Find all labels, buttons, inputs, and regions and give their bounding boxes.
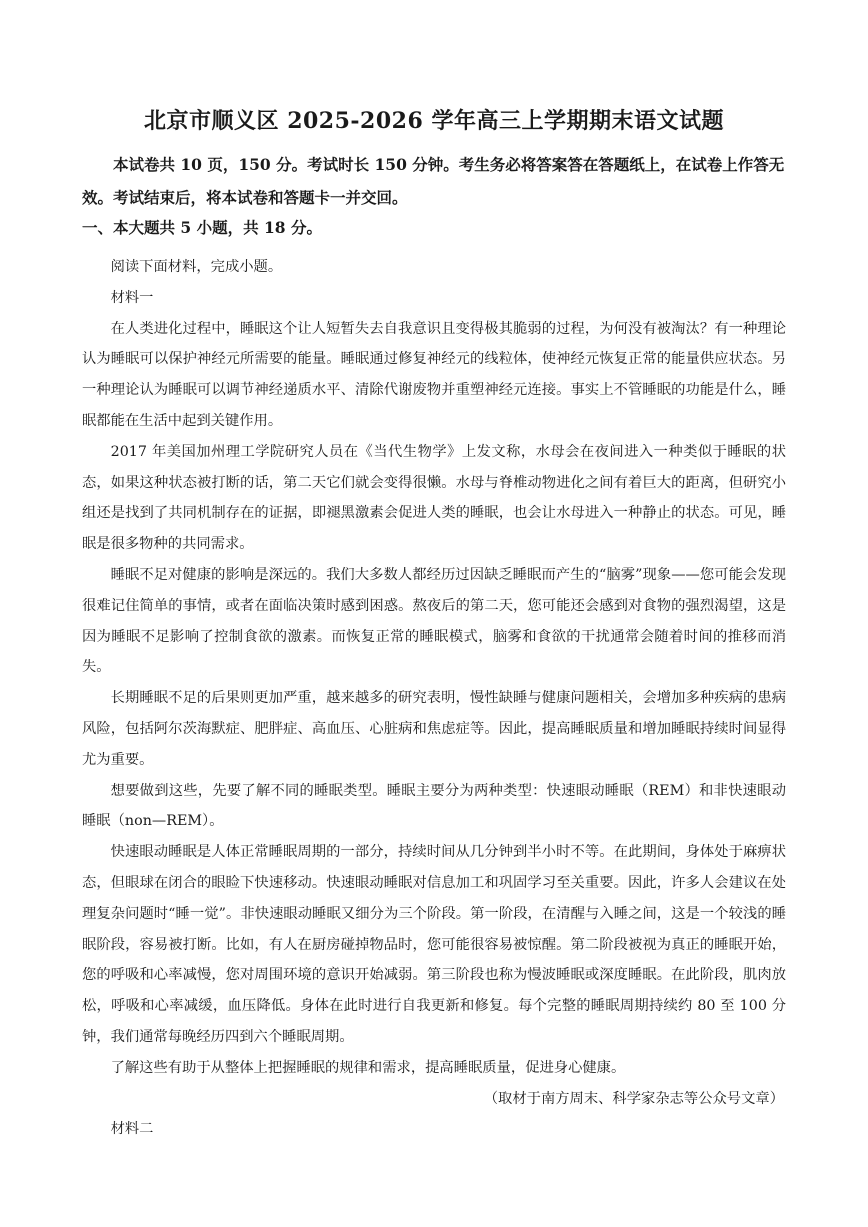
paragraph: 长期睡眠不足的后果则更加严重，越来越多的研究表明，慢性缺睡与健康问题相关，会增加多种疾病的患病风险，包括阿尔茨海默症、肥胖症、高血压、心脏病和焦虑症等。因此，提高睡眠质量和增加睡眠持续时间显得尤为重要。 (82, 690, 786, 768)
exam-instructions: 本试卷共 10 页，150 分。考试时长 150 分钟。考生务必将答案答在答题纸上，在试卷上作答无效。考试结束后，将本试卷和答题卡一并交回。 (82, 155, 785, 207)
material-two-label: 材料二 (110, 1121, 154, 1138)
material-one-label: 材料一 (110, 289, 154, 306)
section-heading: 一、本大题共 5 小题，共 18 分。 (82, 218, 322, 237)
paragraph: 睡眠不足对健康的影响是深远的。我们大多数人都经历过因缺乏睡眠而产生的“脑雾”现象——您可能会发现很难记住简单的事情，或者在面临决策时感到困惑。熬夜后的第二天，您可能还会感到对食物的强烈渴望，这是因为睡眠不足影响了控制食欲的激素。而恢复正常的睡眠模式，脑雾和食欲的干扰通常会随着时间的推移而消失。 (82, 566, 786, 676)
reading-material (82, 252, 786, 1145)
source-citation: （取材于南方周末、科学家杂志等公众号文章） (483, 1090, 784, 1107)
paragraph: 想要做到这些，先要了解不同的睡眠类型。睡眠主要分为两种类型：快速眼动睡眠（REM）和非快速眼动睡眠（non—REM）。 (82, 782, 786, 830)
reading-instruction: 阅读下面材料，完成小题。 (110, 259, 283, 275)
paragraph: 在人类进化过程中，睡眠这个让人短暂失去自我意识且变得极其脆弱的过程，为何没有被淘汰？有一种理论认为睡眠可以保护神经元所需要的能量。睡眠通过修复神经元的线粒体，使神经元恢复正常的能量供应状态。另一种理论认为睡眠可以调节神经递质水平、清除代谢废物并重塑神经元连接。事实上不管睡眠的功能是什么，睡眠都能在生活中起到关键作用。 (82, 320, 786, 429)
exam-title: 北京市顺义区 2025-2026 学年高三上学期期末语文试题 (144, 108, 724, 134)
paragraph: 2017 年美国加州理工学院研究人员在《当代生物学》上发文称，水母会在夜间进入一种类似于睡眠的状态，如果这种状态被打断的话，第二天它们就会变得很懒。水母与脊椎动物进化之间有着巨大的距离，但研究小组还是找到了共同机制存在的证据，即褪黑激素会促进人类的睡眠，也会让水母进入一种静止的状态。可见，睡眠是很多物种的共同需求。 (82, 443, 786, 553)
paragraph: 了解这些有助于从整体上把握睡眠的规律和需求，提高睡眠质量，促进身心健康。 (110, 1059, 626, 1076)
paragraph: 快速眼动睡眠是人体正常睡眠周期的一部分，持续时间从几分钟到半小时不等。在此期间，身体处于麻痹状态，但眼球在闭合的眼睑下快速移动。快速眼动睡眠对信息加工和巩固学习至关重要。因此，许多人会建议在处理复杂问题时“睡一觉”。非快速眼动睡眠又细分为三个阶段。第一阶段，在清醒与入睡之间，这是一个较浅的睡眠阶段，容易被打断。比如，有人在厨房碰掉物品时，您可能很容易被惊醒。第二阶段被视为真正的睡眠开始，您的呼吸和心率减慢，您对周围环境的意识开始减弱。第三阶段也称为慢波睡眠或深度睡眠。在此阶段，肌肉放松，呼吸和心率减缓，血压降低。身体在此时进行自我更新和修复。每个完整的睡眠周期持续约 80 至 100 分钟，我们通常每晚经历四到六个睡眠周期。 (82, 844, 786, 1045)
